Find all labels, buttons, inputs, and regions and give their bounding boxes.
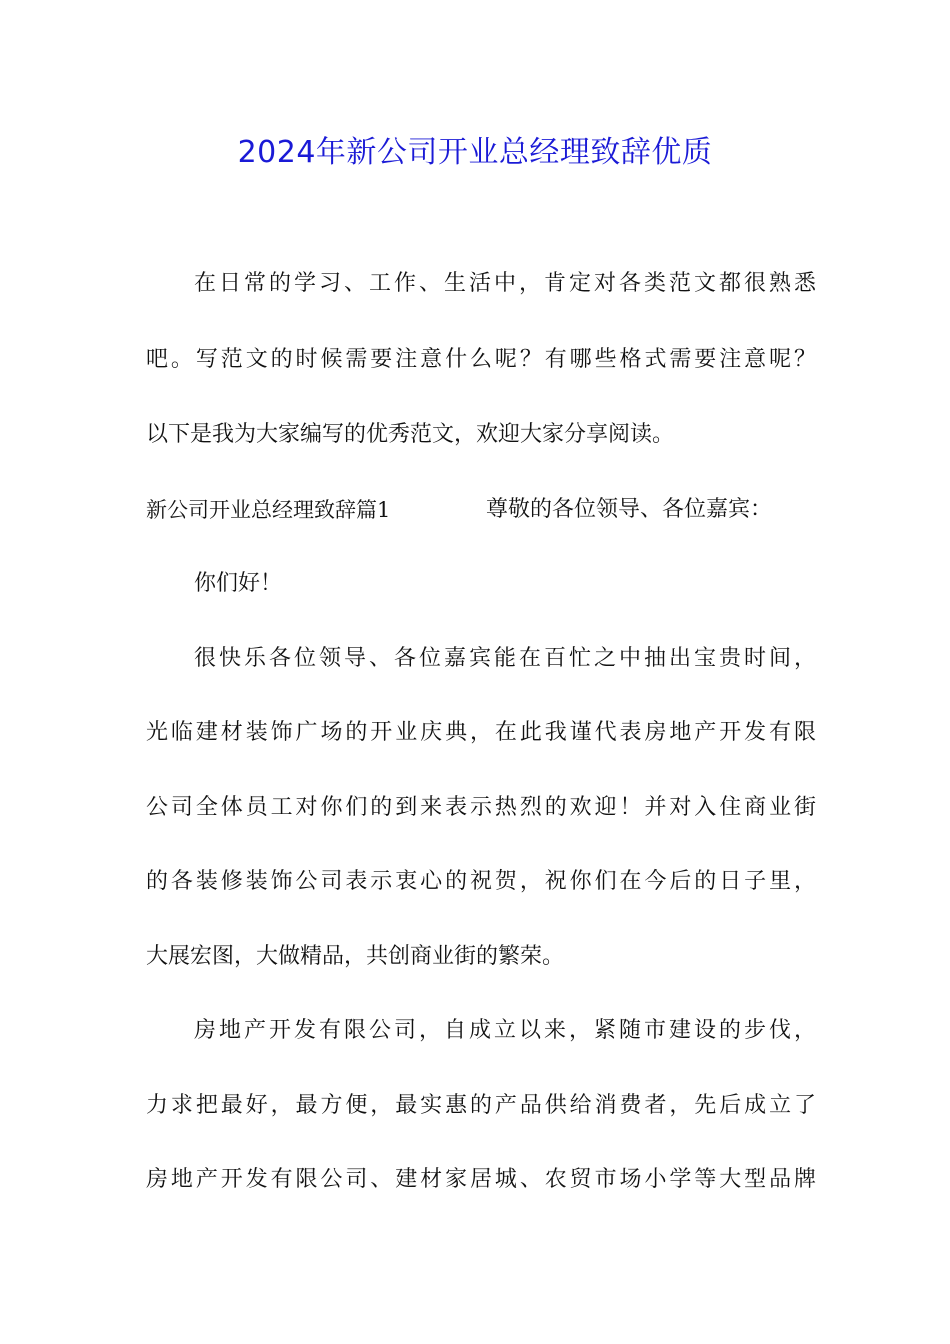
intro-line-3: 以下是我为大家编写的优秀范文，欢迎大家分享阅读。 — [146, 422, 675, 447]
paragraph2-line-1: 房地产开发有限公司，自成立以来，紧随市建设的步伐， — [194, 1018, 816, 1043]
greeting: 你们好！ — [194, 571, 283, 596]
section-heading-row — [146, 492, 816, 528]
paragraph1-line-2: 光临建材装饰广场的开业庆典，在此我谨代表房地产开发有限 — [146, 720, 816, 745]
paragraph1-line-1: 很快乐各位领导、各位嘉宾能在百忙之中抽出宝贵时间， — [194, 646, 816, 671]
intro-line-2: 吧。写范文的时候需要注意什么呢？有哪些格式需要注意呢？ — [146, 347, 816, 372]
paragraph2-line-3: 房地产开发有限公司、建材家居城、农贸市场小学等大型品牌 — [146, 1167, 816, 1192]
paragraph1-line-3: 公司全体员工对你们的到来表示热烈的欢迎！并对入住商业街 — [146, 795, 816, 820]
intro-line-1: 在日常的学习、工作、生活中，肯定对各类范文都很熟悉 — [194, 271, 816, 296]
section-heading: 新公司开业总经理致辞篇1 — [146, 498, 391, 522]
salutation: 尊敬的各位领导、各位嘉宾： — [486, 497, 773, 522]
paragraph2-line-2: 力求把最好，最方便，最实惠的产品供给消费者，先后成立了 — [146, 1093, 816, 1118]
paragraph1-line-4: 的各装修装饰公司表示衷心的祝贺，祝你们在今后的日子里， — [146, 869, 816, 894]
paragraph1-line-5: 大展宏图，大做精品，共创商业街的繁荣。 — [146, 944, 565, 969]
page-title: 2024年新公司开业总经理致辞优质 — [237, 135, 713, 170]
